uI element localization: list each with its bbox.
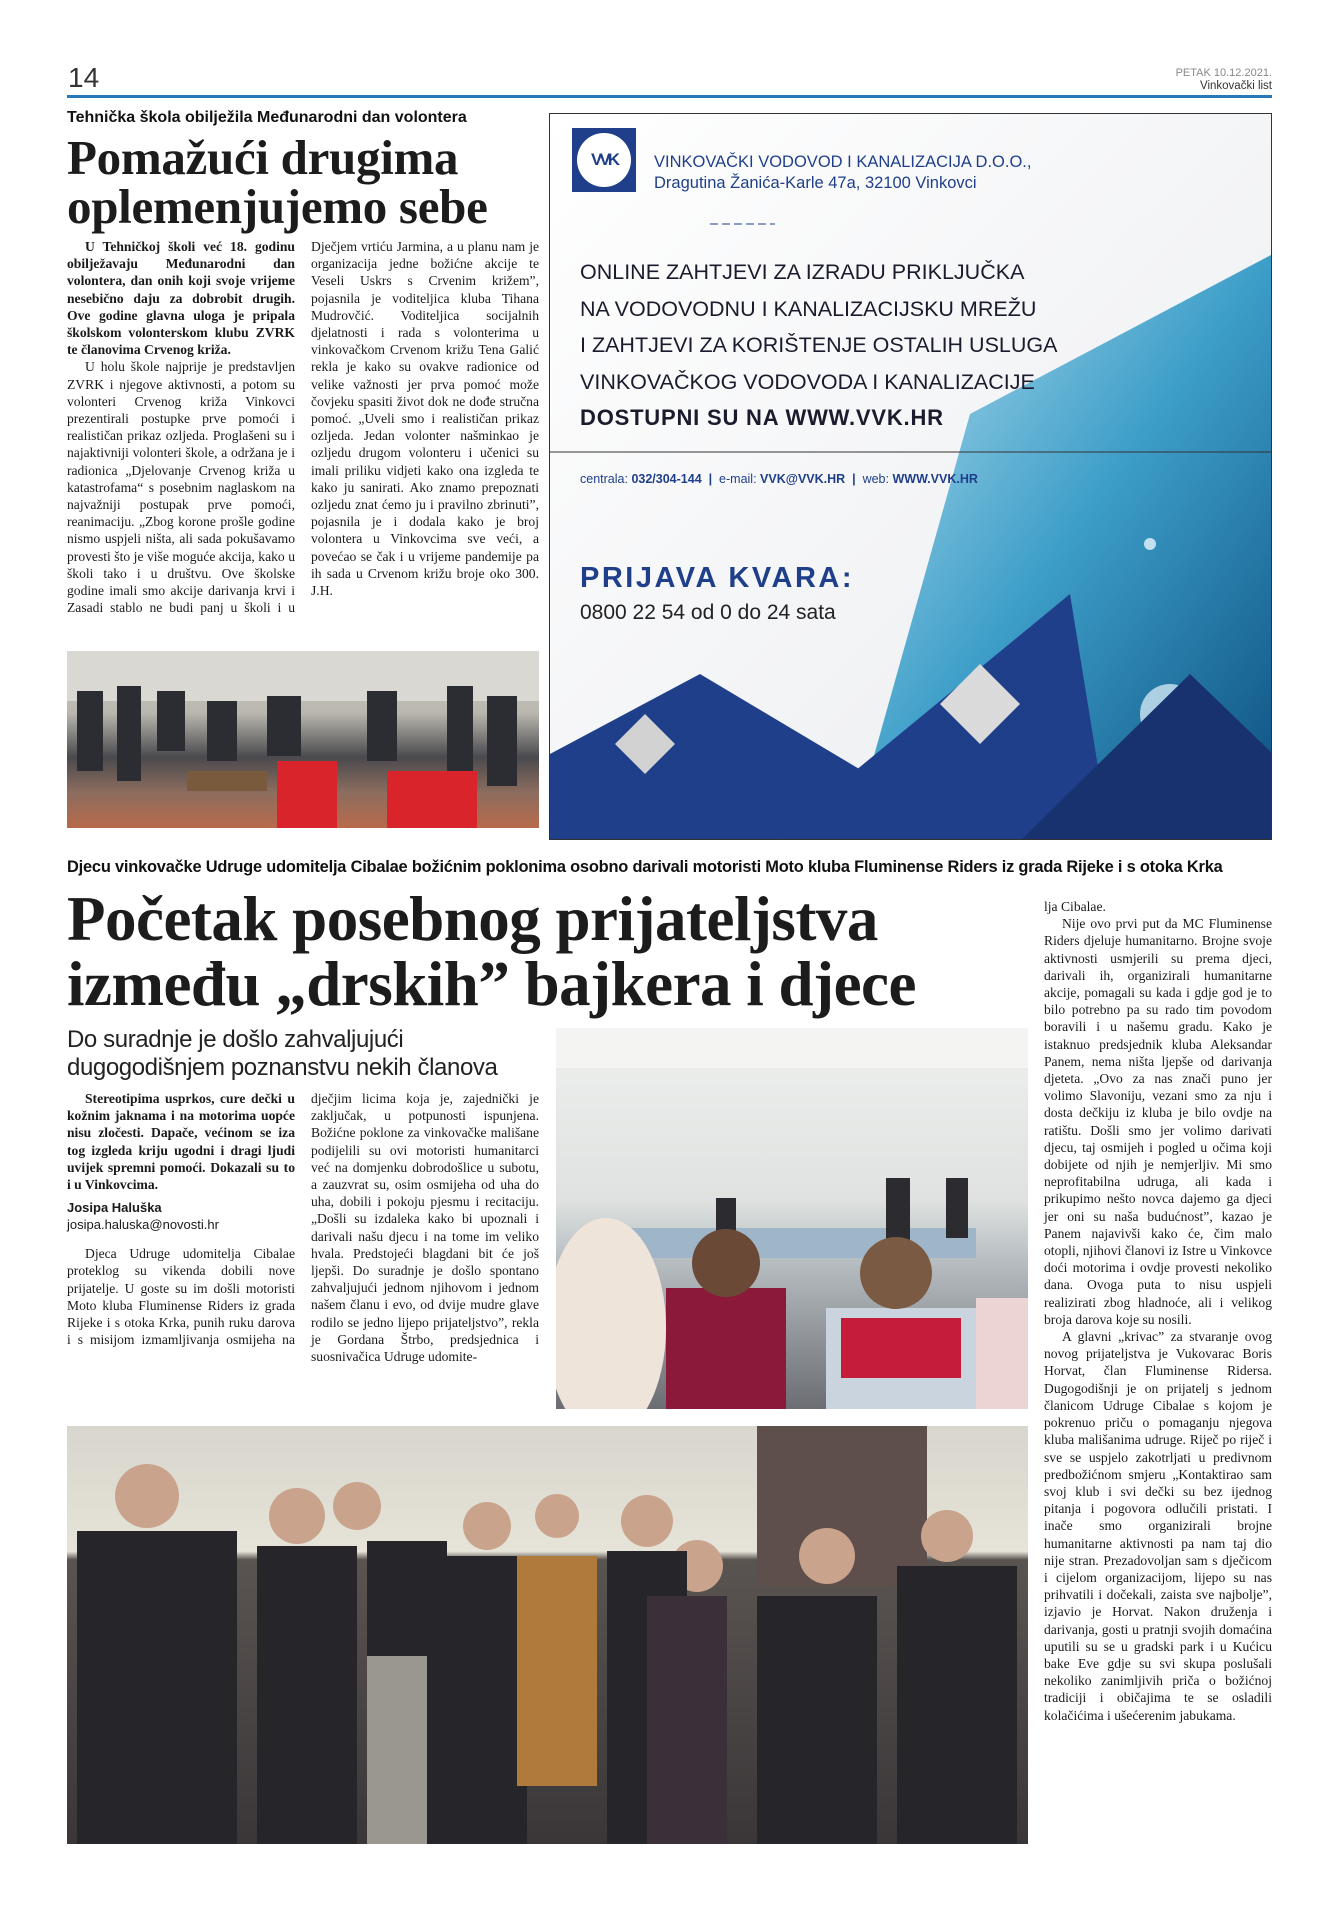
report-title: PRIJAVA KVARA:: [580, 562, 854, 594]
publication-name: Vinkovački list: [1199, 80, 1272, 92]
children-folk-costume-photo: [556, 1028, 1028, 1409]
article1-title: [67, 130, 488, 234]
report-phone[interactable]: 0800 22 54 od 0 do 24 sata: [580, 601, 836, 624]
ad-company: [654, 152, 1031, 194]
article1-kicker: Tehnička škola obilježila Međunarodni dan volontera: [67, 109, 467, 126]
email-link[interactable]: VVK@VVK.HR: [760, 472, 846, 486]
company-name: VINKOVAČKI VODOVOD I KANALIZACIJA D.O.O.,: [654, 153, 1032, 171]
ad-message: [580, 254, 1057, 437]
ad-line: VINKOVAČKOG VODOVODA I KANALIZACIJE: [580, 369, 1035, 394]
ad-line: I ZAHTJEVI ZA KORIŠTENJE OSTALIH USLUGA: [580, 333, 1058, 357]
author-email[interactable]: josipa.haluska@novosti.hr: [67, 1217, 219, 1233]
separator: |: [708, 472, 713, 486]
vvk-advertisement[interactable]: [549, 113, 1272, 840]
web-link[interactable]: WWW.VVK.HR: [892, 472, 978, 486]
email-label: e-mail:: [719, 472, 757, 486]
ad-contact: [580, 472, 978, 486]
company-address: Dragutina Žanića-Karle 47a, 32100 Vinkovci: [654, 174, 977, 192]
title-line: oplemenjujemo sebe: [67, 179, 488, 234]
byline: [67, 1199, 295, 1233]
deck-line: Do suradnje je došlo zahvaljujući: [67, 1026, 404, 1053]
article2-body-right: [1044, 898, 1272, 1724]
page-number: 14: [68, 62, 100, 93]
phone-label: centrala:: [580, 472, 628, 486]
title-line: Pomažući drugima: [67, 130, 459, 185]
title-line: između „drskih” bajkera i djece: [67, 949, 916, 1019]
author-name: Josipa Haluška: [67, 1200, 162, 1216]
ad-line: NA VODOVODNU I KANALIZACIJSKU MREŽU: [580, 296, 1037, 321]
issue-date: PETAK 10.12.2021.: [1175, 67, 1272, 79]
article1-body: [67, 238, 539, 643]
bikers-group-photo: [67, 1426, 1028, 1844]
article2-body-left: [67, 1090, 539, 1415]
article2-paragraph: Nije ovo prvi put da MC Fluminense Riders djeluje humanitarno. Brojne svoje aktivnosti usmjerili su prema djeci, darivali ih, organizirali humanitarne akcije, pomagali su kada i gdje god je to bilo potrebno pa su rado tim povodom boravili i u našemu gradu. Kako je istaknuo predsjednik kluba Aleksandar Panem, nema ništa ljepše od darivanja djeteta. „Ovo za nas znači puno jer volimo Slavoniju, vezani smo za nju i dosta dečkiju iz kluba je bilo ovdje na ratištu. Došli smo jer volimo darivati djecu, taj osmijeh i pogled u očima koji dobijete od njih je nemjerljiv. Mi smo neprofitabilna udruga, ali kada i prikupimo nešto novca dajemo ga djeci jer oni su naša budućnost”, kazao je Panem najavivši kako će, čim malo otopli, njihovi članovi iz Istre u Vinkovce doći motorima i ovdje provesti nekoliko dana. Ovoga puta to nisu uspjeli realizirati zbog hladnoće, ali i velikog broja darova koje su nosili.: [1044, 916, 1272, 1327]
article2-paragraph: Djeca Udruge udomitelja Cibalae proteklog su vikenda dobili nove prijatelje. U goste su im došli motoristi Moto kluba Fluminense Riders iz grada Rijeke i s otoka Krka, punih ruku darova i s misijom izmamljivanja osmijeha na dječjim licima koja je, zajednički je zaključak, u potpunosti ispunjena. Božićne poklone za vinkovačke mališane podijelili su ovi motoristi humanitarci već na domjenku dobrodošlice u subotu, a zauzvrat su, osim osmijeha od uha do uha, dobili i pokoju pjesmu i recitaciju. „Došli su izdaleka kako bi upoznali i darivali našu djecu i na tome im veliko hvala. Predstojeći blagdani bit će još ljepši. Do suradnje je došlo spontano zahvaljujući jednom njihovom i jednom našem članu i evo, od dvije mudre glave rodilo se jedno lijepo prijateljstvo”, rekla je Gordana Štrbo, predsjednica i suosnivačica Udruge udomite-: [67, 1091, 539, 1365]
deck-line: dugogodišnjem poznanstvu nekih članova: [67, 1054, 498, 1081]
web-label: web:: [862, 472, 889, 486]
article2-deck: [67, 1026, 497, 1082]
header-rule: [67, 95, 1272, 98]
ad-cta[interactable]: DOSTUPNI SU NA WWW.VVK.HR: [580, 405, 944, 430]
article1-paragraph: U holu škole najprije je predstavljen ZVRK i njegove aktivnosti, a potom su volonteri Crvenog križa Vinkovci prezentirali postupke prve pomoći i realističan prikaz ozljeda. Proglašeni su i najaktivniji volonteri škole, a održana je i radionica „Djelovanje Crvenog križa u katastrofama“ s posebnim naglaskom na najvažniji postupak prve pomoći, reanimaciju. „Zbog korone prošle godine nismo uspjeli ništa, ali sada pokušavamo provesti što je više moguće akcija, kako u školi tako i u društvu. Ove školske godine imali smo akcije darivanja krvi i Zasadi stablo ne budi panj u školi i u Dječjem vrtiću Jarmina, a u planu nam je organizacija jedne božićne akcije te Veseli Uskrs s Crvenim križem”, pojasnila je voditeljica kluba Tihana Mudrovčić. Voditeljica socijalnih djelatnosti i rada s volonterima u vinkovačkom Crvenom križu Tena Galić rekla je kako su ovakve radionice od velike važnosti jer prva pomoć može čovjeku spasiti život dok ne dođe stručna pomoć. „Uveli smo i realističan prikaz ozljeda. Jedan volonter našminkao je ozljedu drugom volonteru i učenici su imali priliku vidjeti kako ona izgleda te kako ju sanirati. Ako znamo prepoznati ozljedu znat ćemo ju i pravilno zbrinuti”, pojasnila je i dodala kako je broj volontera u Vinkovcima sve veći, a povećao se čak i u vrijeme pandemije pa ih sada u Crvenom križu broje oko 300. J.H.: [67, 239, 539, 616]
ad-line: ONLINE ZAHTJEVI ZA IZRADU PRIKLJUČKA: [580, 260, 1025, 284]
article2-lead: Stereotipima usprkos, cure dečki u kožnim jaknama i na motorima uopće nisu zločesti. Dapače, većinom se iza tog izgleda kriju ugodni i dragi ljudi uvijek spremni pomoći. Dokazali su to i u Vinkovcima.: [67, 1091, 295, 1193]
separator: |: [852, 472, 856, 486]
logo-mark: VVK: [577, 133, 631, 187]
children-photo-figures: [556, 1028, 1028, 1409]
phone-number[interactable]: 032/304-144: [631, 472, 702, 486]
title-line: Početak posebnog prijateljstva: [67, 884, 878, 954]
article1-lead: U Tehničkoj školi već 18. godinu obilježavaju Međunarodni dan volontera, dan onih koji svoje vrijeme nesebično daju za dobrobit drugih. Ove godine glavna uloga je pripala školskom volonterskom klubu ZVRK te članovima Crvenog križa.: [67, 239, 295, 358]
bikers-photo-figures: [67, 1426, 1028, 1844]
article2-paragraph: A glavni „krivac” za stvaranje ovog novog prijateljstva je Vukovarac Boris Horvat, član Fluminense Ridersa. Dugogodišnji je on prijatelj s jednom članicom Udruge Cibalae s kojom je pokrenuo priču o pomaganju njegova kluba mališanima udruge. Riječ po riječ i sve se uspjelo zakotrljati u predivnom predbožićnom smjeru „Kontaktirao sam svoj klub i svi dečki su bez ijednog pitanja i pogovora odlučili pristati. I inače smo organizirali brojne humanitarne aktivnosti pa nam taj dio nije stran. Prezadovoljan sam s dječicom i cijelom organizacijom, lijepo su nas prihvatili i dočekali, zaista sve najbolje”, izjavio je Horvat. Nakon druženja i darivanja, gosti u pratnji svojih domaćina uputili su se u gradski park i u Kućicu bake Eve gdje su svi skupa poslušali nekoliko zanimljivih priča o božićnoj tradiciji i običajima te se osladili kolačićima i ušećerenim jabukama.: [1044, 1329, 1272, 1723]
volunteers-photo: [67, 651, 539, 828]
vvk-logo: [572, 128, 636, 192]
masthead-info: [1176, 67, 1272, 93]
volunteers-photo-figures: [67, 651, 539, 828]
article2-paragraph: lja Cibalae.: [1044, 899, 1106, 914]
article2-kicker: Djecu vinkovačke Udruge udomitelja Cibalae božićnim poklonima osobno darivali motoristi Moto kluba Fluminense Riders iz grada Rijeke i s otoka Krka: [67, 858, 1223, 876]
article2-title: [67, 884, 916, 1019]
